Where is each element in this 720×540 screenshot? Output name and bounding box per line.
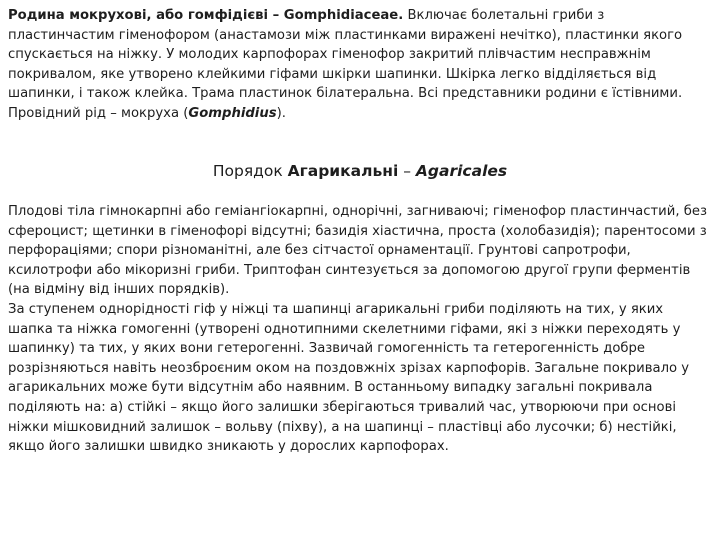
family-description: Включає болетальні гриби з пластинчастим гіменофором (анастамози між пластинками виражені нечітко), пластинки якого спускається на ніжку. У молодих карпофорах гіменофор закритий плівчастим несправжнім покривалом, яке утворено клейкими гіфами шкірки шапинки. Шкірка легко відділяється від шапинки, і також клейка. Трама пластинок білатеральна. Всі представники родини є їстівними. Провідний рід – мокруха (	[8, 8, 683, 121]
order-description	[8, 202, 712, 457]
order-heading	[0, 160, 720, 182]
family-description-end: ).	[276, 105, 286, 121]
order-name-ua: Агарикальні	[287, 162, 399, 180]
order-paragraph-2: За ступенем однорідності гіф у ніжці та шапинці агарикальні гриби поділяють на тих, у яких шапка та ніжка гомогенні (утворені однотипними скелетними гіфами, які з ніжки переходять у шапинку) та тих, у яких вони гетерогенні. Зазвичай гомогенність та гетерогенність добре розрізняються навіть неозброєним оком на поздовжніх зрізах карпофорів. Загальне покривало у агарикальних може бути відсутнім або наявним. В останньому випадку загальні покривала поділяють на: а) стійкі – якщо його залишки зберігаються тривалий час, утворюючи при основі ніжки мішковидний залишок – вольву (піхву), а на шапинці – пластівці або лусочки; б) нестійкі, якщо його залишки швидко зникають у дорослих карпофорах.	[8, 301, 690, 455]
family-title: Родина мокрухові, або гомфідієві – Gomphidiaceae.	[8, 8, 404, 23]
order-paragraph-1: Плодові тіла гімнокарпні або геміангіокарпні, однорічні, загниваючі; гіменофор пластинчастий, без сфероцист; щетинки в гіменофорі відсутні; базидія хіастична, проста (холобазидія); парентосоми з перфораціями; спори різноманітні, але без сітчастої орнаментації. Грунтові сапротрофи, ксилотрофи або мікоризні гриби. Триптофан синтезується за допомогою другої групи ферментів (на відміну від інших порядків).	[8, 204, 707, 298]
family-paragraph	[8, 6, 712, 124]
order-heading-prefix: Порядок	[212, 162, 288, 180]
genus-name: Gomphidius	[188, 105, 277, 121]
order-heading-dash: –	[398, 162, 416, 180]
order-name-latin: Agaricales	[415, 162, 508, 180]
